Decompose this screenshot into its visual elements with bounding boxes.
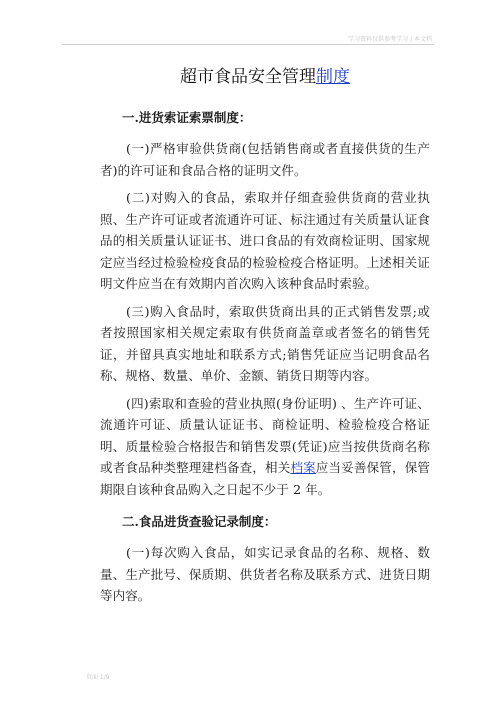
header-note: 学习资料仅供参考学习 | 本文档	[348, 36, 432, 43]
archive-link[interactable]: 档案	[290, 460, 316, 475]
document-body	[100, 66, 430, 613]
title-link[interactable]: 制度	[316, 67, 350, 87]
header-divider	[62, 44, 434, 45]
title-text: 超市食品安全管理	[180, 67, 316, 87]
section-heading-1: 一.进货索证索票制度：	[122, 110, 252, 125]
section-heading-2: 二.食品进货查验记录制度：	[122, 514, 277, 529]
section-1-paragraph-4	[100, 393, 430, 501]
section-1-paragraph-2: (二)对购入的食品，索取并仔细查验供货商的营业执照、生产许可证或者流通许可证、标注通过有关质量认证食品的相关质量认证证书、进口食品的有效商检证明、国家规定应当经过检验检疫食品的检验检疫合格证明。上述相关证明文件应当在有效期内首次购入该种食品时索验。	[100, 190, 430, 291]
section-2-paragraph-1: (一)每次购入食品，如实记录食品的名称、规格、数量、生产批号、保质期、供货者名称及联系方式、进货日期等内容。	[100, 545, 430, 603]
section-1-paragraph-1: (一)严格审验供货商(包括销售商或者直接供货的生产者)的许可证和食品合格的证明文件。	[100, 141, 430, 178]
section-1-paragraph-3: (三)购入食品时，索取供货商出具的正式销售发票;或者按照国家相关规定索取有供货商盖章或者签名的销售凭证，并留具真实地址和联系方式;销售凭证应当记明食品名称、规格、数量、单价、金额、销货日期等内容。	[100, 303, 430, 383]
document-title	[100, 66, 430, 88]
paragraph-4-text-before: (四)索取和查验的营业执照(身份证明) 、生产许可证、流通许可证、质量认证证书、商检证明、检验检疫合格证明、质量检验合格报告和销售发票(凭证)应当按供货商名称或者食品种类整理建档备查，相关	[100, 395, 430, 475]
paragraph-4-text-after: 应当妥善保管，保管期限自该种食品购入之日起不少于 2 年。	[100, 460, 430, 497]
page-number: 页面 1/9	[86, 674, 110, 681]
